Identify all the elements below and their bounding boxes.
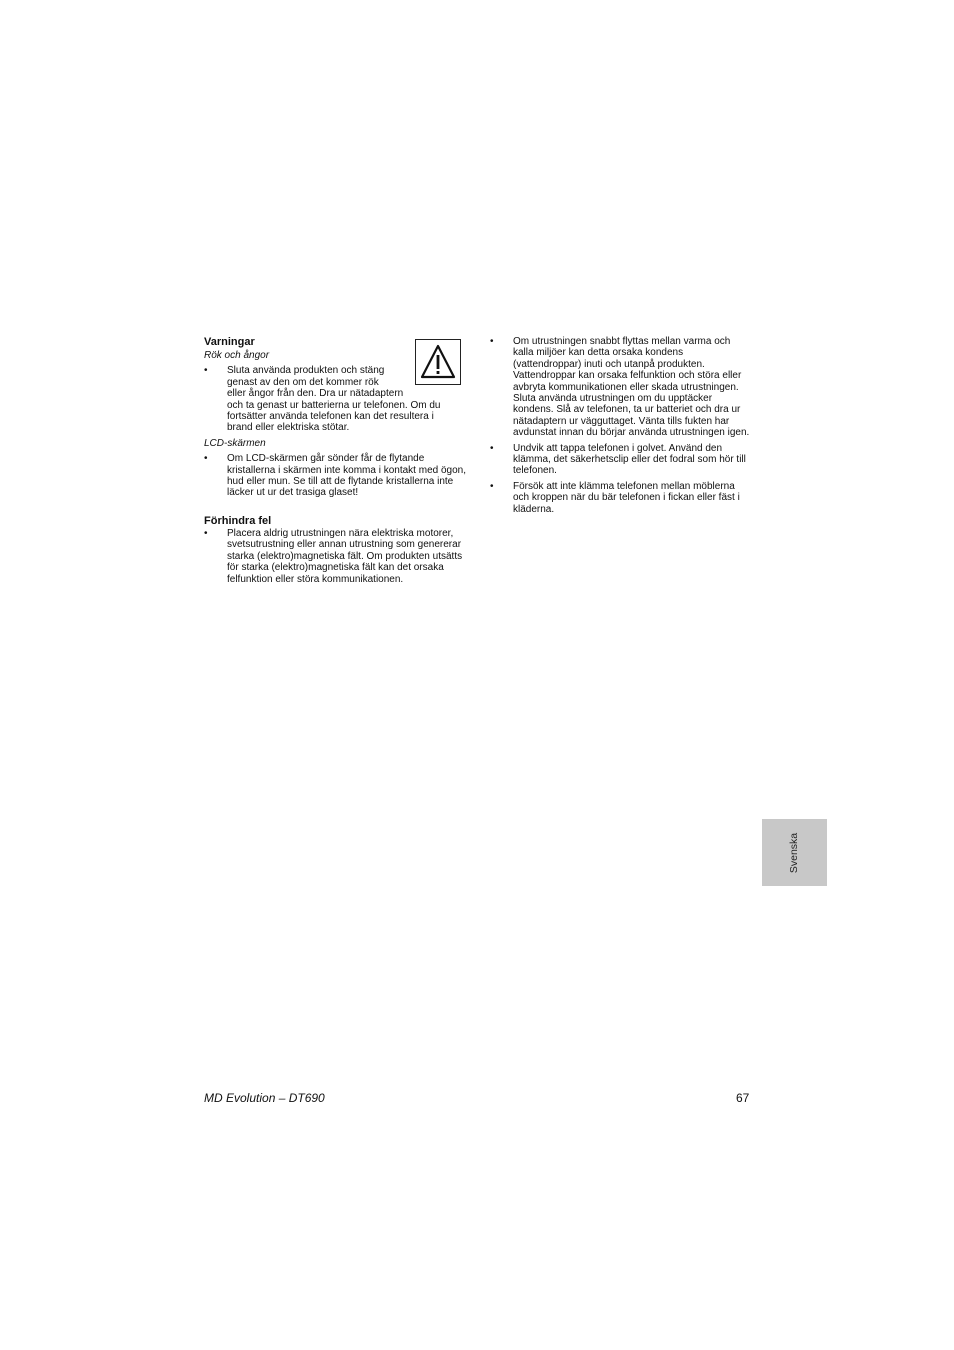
list-item-pinch [490, 481, 752, 515]
bullet-dot: • [204, 527, 208, 539]
page-number: 67 [736, 1091, 750, 1105]
language-tab-label: Svenska [788, 832, 800, 874]
smoke-line: fortsätter använda telefonen kan det resultera i [227, 411, 434, 423]
drop-text: Undvik att tappa telefonen i golvet. Använd den klämma, det säkerhetsclip eller det fodral som hör till telefonen. [513, 442, 746, 477]
bullet-dot: • [490, 336, 494, 347]
condensation-text: Om utrustningen snabbt flyttas mellan varma och kalla miljöer kan detta orsaka kondens (vattendroppar) inuti och utanpå produkten. Vattendroppar kan orsaka felfunktion och störa eller avbryta kommunikationen eller skada utrustningen. Sluta använda utrustningen om du upptäcker kondens. Slå av telefonen, ta ur batteriet och dra ur nätadaptern ur vägguttaget. Vänta tills fukten har avdunstat innan du börjar använda utrustningen igen. [513, 336, 750, 439]
pinch-text: Försök att inte klämma telefonen mellan möblerna och kroppen när du bär telefonen i fickan eller fäst i kläderna. [513, 480, 740, 515]
section-heading-prevent: Förhindra fel [204, 514, 272, 527]
smoke-line: och ta genast ur batterierna ur telefonen. Om du [227, 399, 441, 411]
smoke-line: eller ångor från den. Dra ur nätadaptern [227, 388, 404, 400]
footer-title: MD Evolution – DT690 [204, 1091, 325, 1105]
language-tab [762, 819, 827, 886]
lcd-text: Om LCD-skärmen går sönder får de flytande kristallerna i skärmen inte komma i kontakt med ögon, hud eller mun. Se till att de flytande kristallerna inte läcker ut ur det trasiga glaset! [227, 453, 466, 499]
subheading-lcd: LCD-skärmen [204, 437, 266, 449]
prevent-text: Placera aldrig utrustningen nära elektriska motorer, svetsutrustning eller annan utrustning som genererar starka (elektro)magnetiska fält. Om produkten utsätts för starka (elektro)magnetiska fält kan det orsaka felfunktion eller störa kommunikationen. [227, 527, 463, 585]
smoke-line: brand eller elektriska stötar. [227, 422, 350, 434]
bullet-dot: • [204, 365, 208, 377]
list-item-drop [490, 443, 752, 477]
list-item-condensation [490, 336, 752, 439]
list-item-prevent [204, 528, 466, 585]
smoke-line: Sluta använda produkten och stäng [227, 365, 385, 377]
bullet-dot: • [204, 453, 208, 465]
right-column [490, 336, 752, 519]
list-item-lcd [204, 453, 466, 499]
section-heading-warnings: Varningar [204, 336, 255, 348]
bullet-dot: • [490, 480, 494, 492]
smoke-line: genast av den om det kommer rök [227, 376, 379, 388]
bullet-dot: • [490, 442, 494, 454]
warning-triangle-icon [415, 339, 461, 385]
subheading-smoke: Rök och ångor [204, 350, 270, 361]
